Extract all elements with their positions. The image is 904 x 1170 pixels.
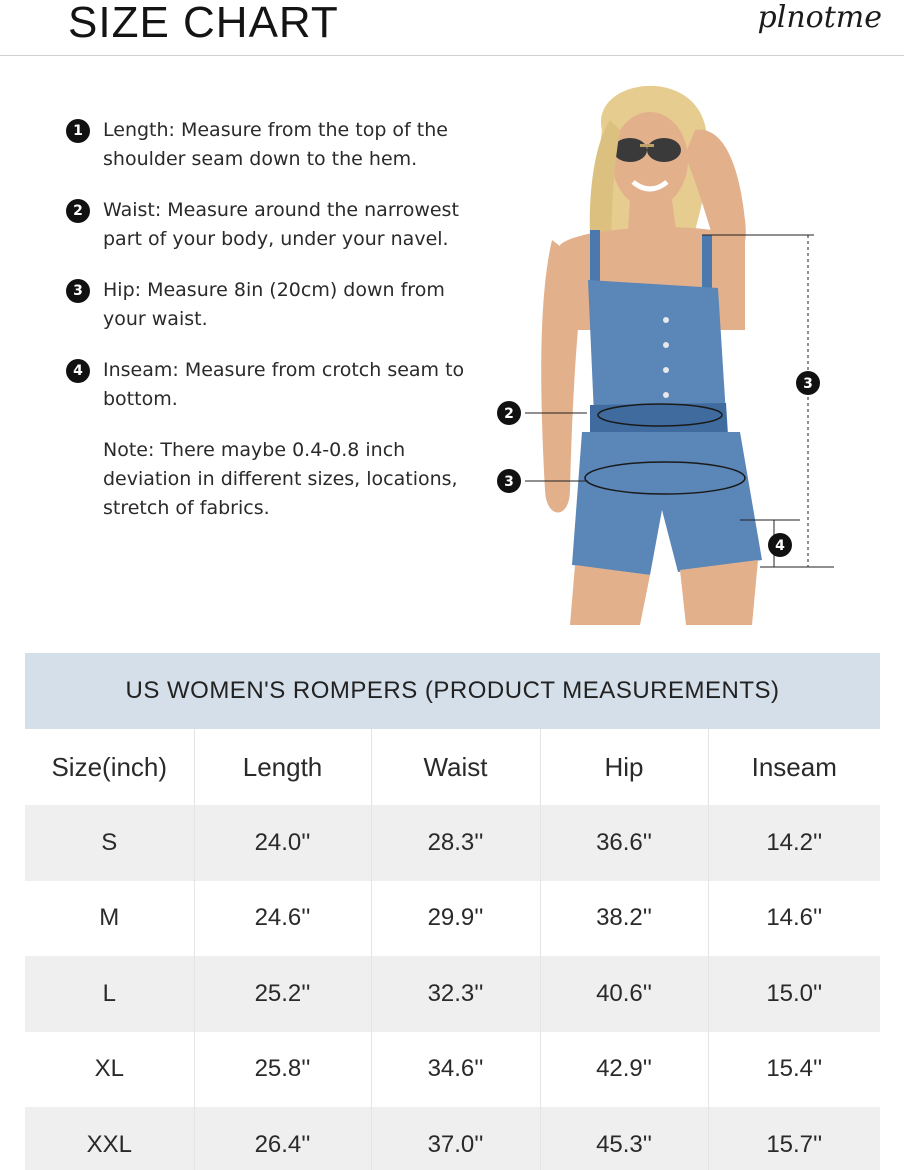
- cell-inseam: 15.4'': [766, 1055, 823, 1083]
- model-measurement-figure: [490, 70, 844, 625]
- cell-size: M: [25, 881, 194, 957]
- column-header-size: Size(inch): [25, 729, 194, 805]
- table-row: [25, 881, 880, 957]
- instruction-text: Waist: Measure around the narrowest part of your body, under your navel.: [103, 199, 459, 250]
- cell-waist: 29.9'': [371, 881, 540, 957]
- table-row: [25, 805, 880, 881]
- deviation-note: Note: There maybe 0.4-0.8 inch deviation in different sizes, locations, stretch of fabrics.: [103, 439, 458, 519]
- column-header-waist: Waist: [371, 729, 540, 805]
- cell-hip: 38.2'': [540, 881, 708, 957]
- svg-text:3: 3: [803, 376, 813, 392]
- cell-size: S: [25, 805, 194, 881]
- denim-shorts: [572, 432, 762, 575]
- cell-waist: 32.3'': [371, 956, 540, 1032]
- header: [0, 0, 904, 56]
- model-photo-illustration: [490, 70, 844, 625]
- column-header-hip: Hip: [540, 729, 708, 805]
- size-table-section: [25, 653, 880, 1170]
- svg-text:4: 4: [775, 538, 785, 554]
- cell-hip: 36.6'': [540, 805, 708, 881]
- step-number-badge: 1: [66, 119, 90, 143]
- cell-length: 25.8'': [194, 1032, 371, 1108]
- measurement-instructions: [66, 116, 466, 523]
- cell-length: 25.2'': [194, 956, 371, 1032]
- marker-3-icon: [497, 469, 521, 493]
- cell-hip: 42.9'': [540, 1032, 708, 1108]
- cell-inseam: 14.6'': [766, 904, 823, 932]
- table-header-row: [25, 729, 880, 805]
- cell-length: 24.6'': [194, 881, 371, 957]
- step-number-badge: 3: [66, 279, 90, 303]
- marker-4-icon: [768, 533, 792, 557]
- table-title: US WOMEN'S ROMPERS (PRODUCT MEASUREMENTS): [25, 653, 880, 729]
- cell-hip: 45.3'': [540, 1107, 708, 1170]
- marker-3-length-icon: [796, 371, 820, 395]
- table-row: [25, 1032, 880, 1108]
- cell-length: 24.0'': [194, 805, 371, 881]
- instruction-text: Inseam: Measure from crotch seam to bottom.: [103, 359, 465, 410]
- cell-inseam: 14.2'': [708, 805, 880, 881]
- denim-top: [588, 280, 726, 415]
- cell-size: L: [25, 956, 194, 1032]
- table-row: [25, 1107, 880, 1170]
- column-header-length: Length: [194, 729, 371, 805]
- brand-logo: plnotme: [757, 0, 882, 35]
- instruction-waist: [66, 196, 466, 254]
- cell-hip: 40.6'': [540, 956, 708, 1032]
- cell-waist: 37.0'': [371, 1107, 540, 1170]
- cell-length: 26.4'': [194, 1107, 371, 1170]
- svg-text:2: 2: [504, 406, 514, 422]
- step-number-badge: 4: [66, 359, 90, 383]
- cell-inseam: 15.0'': [708, 956, 880, 1032]
- cell-waist: 34.6'': [371, 1032, 540, 1108]
- instruction-hip: [66, 276, 466, 334]
- size-table: [25, 729, 880, 1170]
- table-row: [25, 956, 880, 1032]
- page-title: SIZE CHART: [68, 0, 339, 47]
- instruction-text: Length: Measure from the top of the shoulder seam down to the hem.: [103, 119, 448, 170]
- instruction-text: Hip: Measure 8in (20cm) down from your waist.: [103, 279, 445, 330]
- instruction-length: [66, 116, 466, 174]
- marker-2-icon: [497, 401, 521, 425]
- cell-inseam: 15.7'': [708, 1107, 880, 1170]
- cell-size: XL: [25, 1032, 194, 1108]
- svg-text:3: 3: [504, 474, 514, 490]
- column-header-inseam: Inseam: [708, 729, 880, 805]
- instruction-inseam: [66, 356, 466, 414]
- cell-size: XXL: [25, 1107, 194, 1170]
- cell-waist: 28.3'': [371, 805, 540, 881]
- step-number-badge: 2: [66, 199, 90, 223]
